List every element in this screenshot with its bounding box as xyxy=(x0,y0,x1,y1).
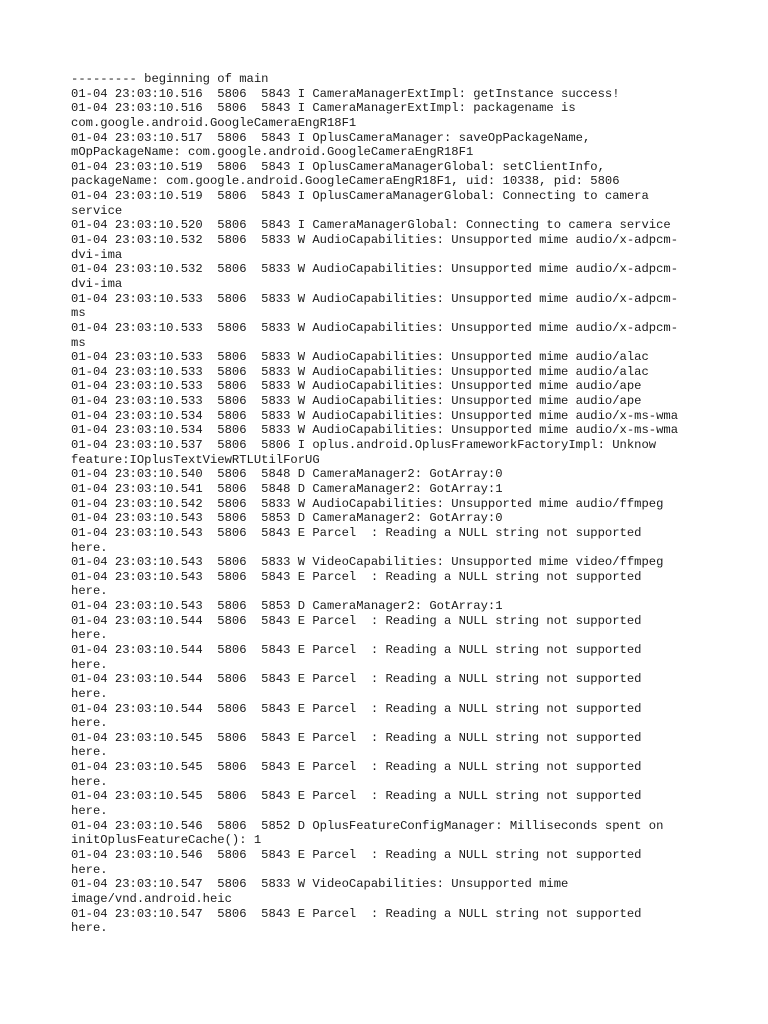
log-line: here. xyxy=(71,921,108,936)
log-line: 01-04 23:03:10.547 5806 5833 W VideoCapabilities: Unsupported mime xyxy=(71,877,569,892)
log-line: 01-04 23:03:10.532 5806 5833 W AudioCapabilities: Unsupported mime audio/x-adpcm- xyxy=(71,233,679,248)
log-line: 01-04 23:03:10.547 5806 5843 E Parcel : Reading a NULL string not supported xyxy=(71,906,642,921)
log-line: 01-04 23:03:10.537 5806 5806 I oplus.android.OplusFrameworkFactoryImpl: Unknow xyxy=(71,438,657,453)
log-line: dvi-ima xyxy=(71,247,123,262)
log-line: 01-04 23:03:10.546 5806 5843 E Parcel : Reading a NULL string not supported xyxy=(71,847,642,862)
log-line: here. xyxy=(71,716,108,731)
log-line: feature:IOplusTextViewRTLUtilForUG xyxy=(71,452,320,467)
log-line: ms xyxy=(71,306,86,321)
log-line: here. xyxy=(71,774,108,789)
log-line: com.google.android.GoogleCameraEngR18F1 xyxy=(71,115,357,130)
log-line: initOplusFeatureCache(): 1 xyxy=(71,833,262,848)
log-line: 01-04 23:03:10.544 5806 5843 E Parcel : Reading a NULL string not supported xyxy=(71,701,642,716)
log-line: 01-04 23:03:10.516 5806 5843 I CameraManagerExtImpl: getInstance success! xyxy=(71,86,620,101)
log-line: here. xyxy=(71,686,108,701)
log-line: 01-04 23:03:10.545 5806 5843 E Parcel : Reading a NULL string not supported xyxy=(71,730,642,745)
log-line: 01-04 23:03:10.546 5806 5852 D OplusFeatureConfigManager: Milliseconds spent on xyxy=(71,818,664,833)
log-line: ms xyxy=(71,335,86,350)
log-line: mOpPackageName: com.google.android.GoogleCameraEngR18F1 xyxy=(71,145,474,160)
log-line: 01-04 23:03:10.517 5806 5843 I OplusCameraManager: saveOpPackageName, xyxy=(71,130,591,145)
log-line: packageName: com.google.android.GoogleCameraEngR18F1, uid: 10338, pid: 5806 xyxy=(71,174,620,189)
log-line: here. xyxy=(71,657,108,672)
log-line: 01-04 23:03:10.533 5806 5833 W AudioCapabilities: Unsupported mime audio/x-adpcm- xyxy=(71,291,679,306)
log-line: 01-04 23:03:10.542 5806 5833 W AudioCapabilities: Unsupported mime audio/ffmpeg xyxy=(71,496,664,511)
log-line: dvi-ima xyxy=(71,276,123,291)
log-line: image/vnd.android.heic xyxy=(71,891,232,906)
log-line: here. xyxy=(71,584,108,599)
log-line: 01-04 23:03:10.544 5806 5843 E Parcel : Reading a NULL string not supported xyxy=(71,672,642,687)
log-line: --------- beginning of main xyxy=(71,72,269,86)
log-line: 01-04 23:03:10.533 5806 5833 W AudioCapabilities: Unsupported mime audio/alac xyxy=(71,350,649,365)
log-line: 01-04 23:03:10.519 5806 5843 I OplusCameraManagerGlobal: setClientInfo, xyxy=(71,159,605,174)
log-line: 01-04 23:03:10.543 5806 5853 D CameraManager2: GotArray:0 xyxy=(71,511,503,526)
log-line: here. xyxy=(71,745,108,760)
log-line: here. xyxy=(71,804,108,819)
log-line: 01-04 23:03:10.541 5806 5848 D CameraManager2: GotArray:1 xyxy=(71,481,503,496)
log-line: 01-04 23:03:10.532 5806 5833 W AudioCapabilities: Unsupported mime audio/x-adpcm- xyxy=(71,262,679,277)
log-line: 01-04 23:03:10.516 5806 5843 I CameraManagerExtImpl: packagename is xyxy=(71,101,576,116)
log-line: 01-04 23:03:10.533 5806 5833 W AudioCapabilities: Unsupported mime audio/ape xyxy=(71,379,642,394)
log-line: 01-04 23:03:10.545 5806 5843 E Parcel : Reading a NULL string not supported xyxy=(71,760,642,775)
log-line: here. xyxy=(71,628,108,643)
log-line: service xyxy=(71,203,123,218)
log-line: 01-04 23:03:10.533 5806 5833 W AudioCapabilities: Unsupported mime audio/ape xyxy=(71,394,642,409)
log-line: 01-04 23:03:10.534 5806 5833 W AudioCapabilities: Unsupported mime audio/x-ms-wma xyxy=(71,408,679,423)
log-text-block xyxy=(71,72,711,936)
log-line: 01-04 23:03:10.543 5806 5843 E Parcel : Reading a NULL string not supported xyxy=(71,569,642,584)
log-line: 01-04 23:03:10.540 5806 5848 D CameraManager2: GotArray:0 xyxy=(71,467,503,482)
log-line: here. xyxy=(71,540,108,555)
log-line: 01-04 23:03:10.544 5806 5843 E Parcel : Reading a NULL string not supported xyxy=(71,613,642,628)
log-line: 01-04 23:03:10.533 5806 5833 W AudioCapabilities: Unsupported mime audio/x-adpcm- xyxy=(71,320,679,335)
log-line: 01-04 23:03:10.543 5806 5833 W VideoCapabilities: Unsupported mime video/ffmpeg xyxy=(71,555,664,570)
log-line: here. xyxy=(71,862,108,877)
log-line: 01-04 23:03:10.543 5806 5843 E Parcel : Reading a NULL string not supported xyxy=(71,525,642,540)
log-line: 01-04 23:03:10.520 5806 5843 I CameraManagerGlobal: Connecting to camera service xyxy=(71,218,671,233)
log-line: 01-04 23:03:10.545 5806 5843 E Parcel : Reading a NULL string not supported xyxy=(71,789,642,804)
log-line: 01-04 23:03:10.544 5806 5843 E Parcel : Reading a NULL string not supported xyxy=(71,642,642,657)
log-line: 01-04 23:03:10.533 5806 5833 W AudioCapabilities: Unsupported mime audio/alac xyxy=(71,364,649,379)
log-line: 01-04 23:03:10.519 5806 5843 I OplusCameraManagerGlobal: Connecting to camera xyxy=(71,189,649,204)
log-line: 01-04 23:03:10.543 5806 5853 D CameraManager2: GotArray:1 xyxy=(71,599,503,614)
log-line: 01-04 23:03:10.534 5806 5833 W AudioCapabilities: Unsupported mime audio/x-ms-wma xyxy=(71,423,679,438)
